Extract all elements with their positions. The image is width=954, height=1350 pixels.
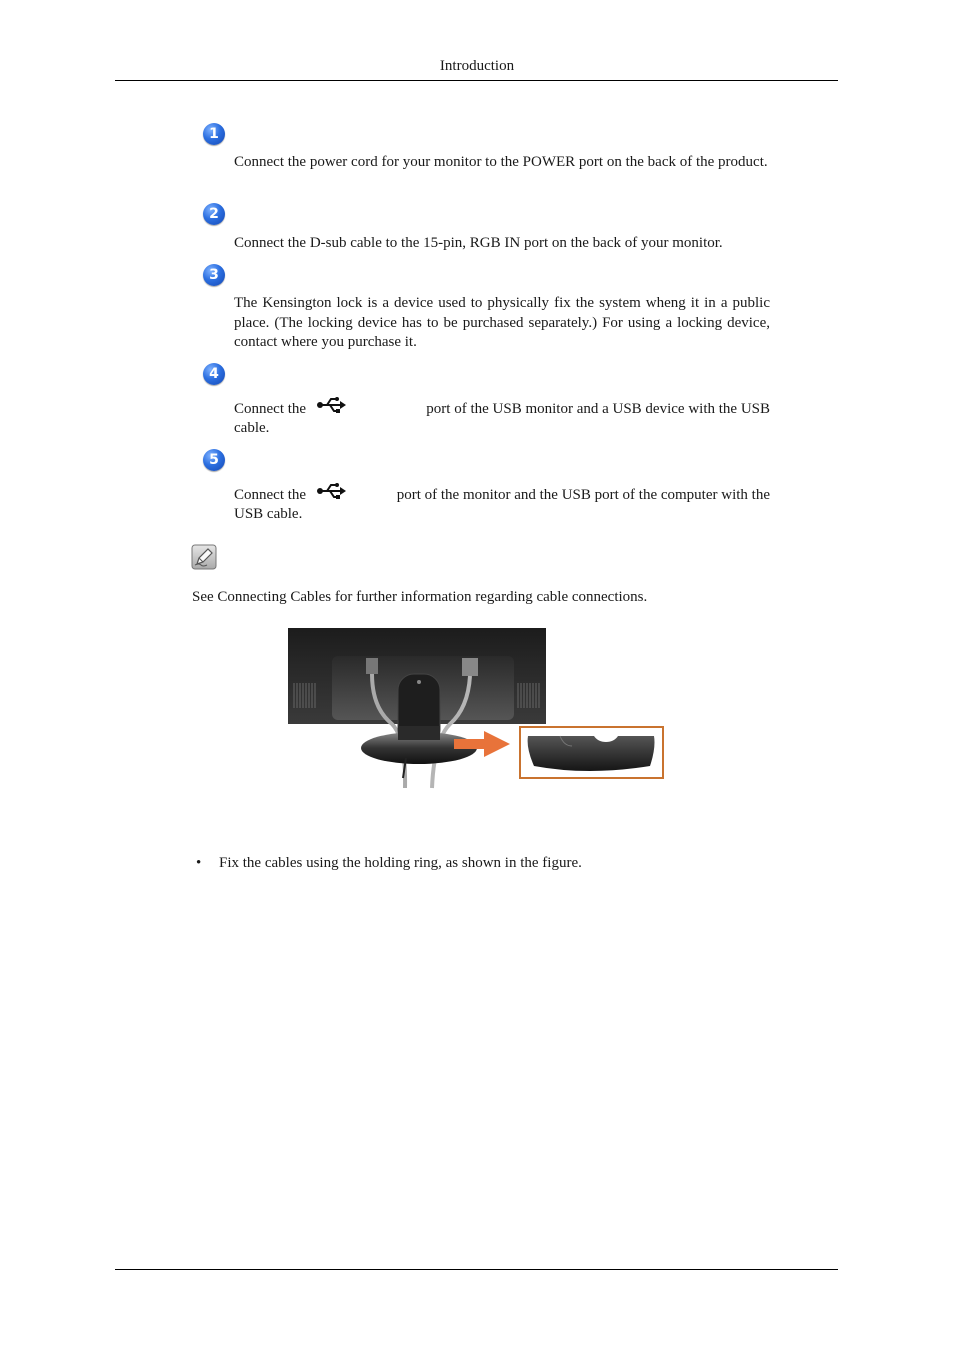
bullet-text: Fix the cables using the holding ring, as shown in the figure. (219, 855, 582, 871)
item-4-text-after: port of the USB monitor and a USB device with the USB (426, 401, 770, 417)
item-4-text-before: Connect the (234, 401, 307, 417)
usb-icon (316, 480, 346, 509)
number-4-icon: 4 (203, 363, 225, 385)
item-5-text-end: USB cable. (234, 506, 303, 522)
cable-holding-ring-figure (288, 628, 668, 792)
number-1-icon: 1 (203, 123, 225, 145)
note-pencil-icon (191, 544, 217, 570)
bullet-marker: • (196, 855, 202, 871)
footer-rule (115, 1269, 838, 1270)
usb-icon (316, 394, 346, 423)
note-text: See Connecting Cables for further information regarding cable connections. (192, 589, 648, 605)
item-1-text: Connect the power cord for your monitor to the POWER port on the back of the product. (234, 154, 768, 170)
item-4-text-end: cable. (234, 420, 270, 436)
header-title: Introduction (439, 58, 515, 74)
item-2-text: Connect the D-sub cable to the 15-pin, RGB IN port on the back of your monitor. (234, 235, 723, 251)
number-2-icon: 2 (203, 203, 225, 225)
item-4-line (234, 400, 770, 420)
header-rule (115, 80, 838, 81)
number-5-icon: 5 (203, 449, 225, 471)
item-5-line (234, 486, 770, 506)
item-5-text-before: Connect the (234, 487, 307, 503)
item-5-text-after: port of the monitor and the USB port of the computer with the (396, 487, 770, 503)
item-3-text: The Kensington lock is a device used to physically fix the system wheng it in a public place. (The locking device has to be purchased separately.) For using a locking device, contact where you purchase it. (234, 295, 770, 350)
number-3-icon: 3 (203, 264, 225, 286)
